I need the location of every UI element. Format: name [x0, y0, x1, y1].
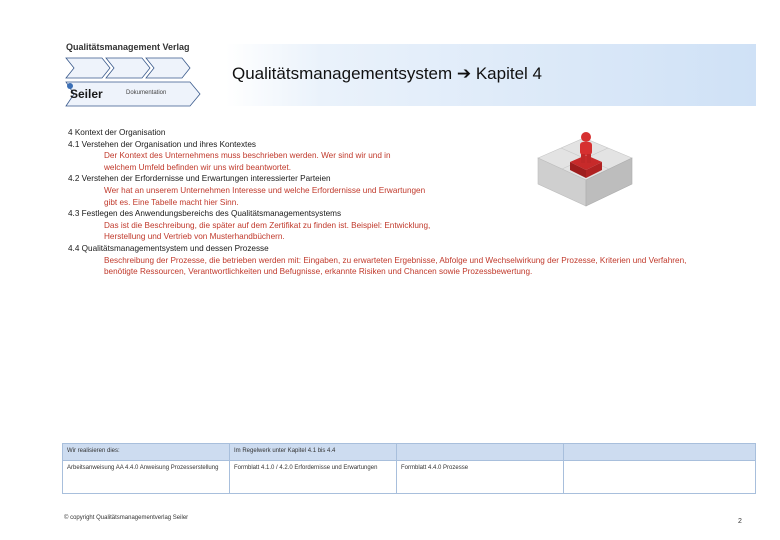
table-header-row [63, 444, 756, 461]
section-heading: 4.3 Festlegen des Anwendungsbereichs des Qualitätsmanagementsystems [68, 209, 342, 219]
section-heading: 4.1 Verstehen der Organisation und ihres Kontextes [68, 139, 256, 149]
reference-table [62, 443, 756, 494]
section-heading: 4 Kontext der Organisation [68, 128, 166, 137]
publisher-logo [62, 42, 210, 108]
table-cell: Arbeitsanweisung AA 4.4.0 Anweisung Prozesserstellung [63, 461, 230, 494]
section-description: Beschreibung der Prozesse, die betrieben werden mit: Eingaben, zu erwarteten Ergebnisse, Abfolge und Wechselwirkung der Prozesse, Kriterien und Verfahren, benötigte Ressourcen, Verantwortlichkeiten und Befugnisse, erkannte Risiken und Chancen sowie Prozessbewertung. [104, 255, 687, 277]
table-row [63, 461, 756, 494]
table-header-cell [564, 444, 756, 461]
logo-subtitle: Dokumentation [126, 90, 167, 96]
table-cell: Formblatt 4.1.0 / 4.2.0 Erfordernisse und Erwartungen [230, 461, 397, 494]
copyright-notice: © copyright Qualitätsmanagementverlag Seiler [64, 515, 189, 521]
section-description: Wer hat an unserem Unternehmen Interesse und welche Erfordernisse und Erwartungen gibt es. Eine Tabelle macht hier Sinn. [104, 185, 426, 207]
logo-brand: Seiler [70, 87, 103, 101]
table-cell [564, 461, 756, 494]
table-header-cell: Wir realisieren dies: [63, 444, 230, 461]
section-description: Der Kontext des Unternehmens muss beschrieben werden. Wer sind wir und in welchem Umfeld befinden wir uns wird beantwortet. [104, 151, 391, 172]
section-heading: 4.2 Verstehen der Erfordernisse und Erwartungen interessierter Parteien [68, 174, 331, 184]
section-heading: 4.4 Qualitätsmanagementsystem und dessen Prozesse [68, 243, 269, 253]
table-header-cell: Im Regelwerk unter Kapitel 4.1 bis 4.4 [230, 444, 397, 461]
chapter-content [68, 127, 708, 278]
table-cell: Formblatt 4.4.0 Prozesse [397, 461, 564, 494]
logo-title: Qualitätsmanagement Verlag [66, 42, 190, 52]
page-number: 2 [738, 518, 742, 525]
table-header-cell [397, 444, 564, 461]
section-description: Das ist die Beschreibung, die später auf dem Zertifikat zu finden ist. Beispiel: Entwicklung, Herstellung und Vertrieb von Musterhandbüchern. [104, 220, 431, 242]
page-title: Qualitätsmanagementsystem ➔ Kapitel 4 [232, 64, 543, 83]
